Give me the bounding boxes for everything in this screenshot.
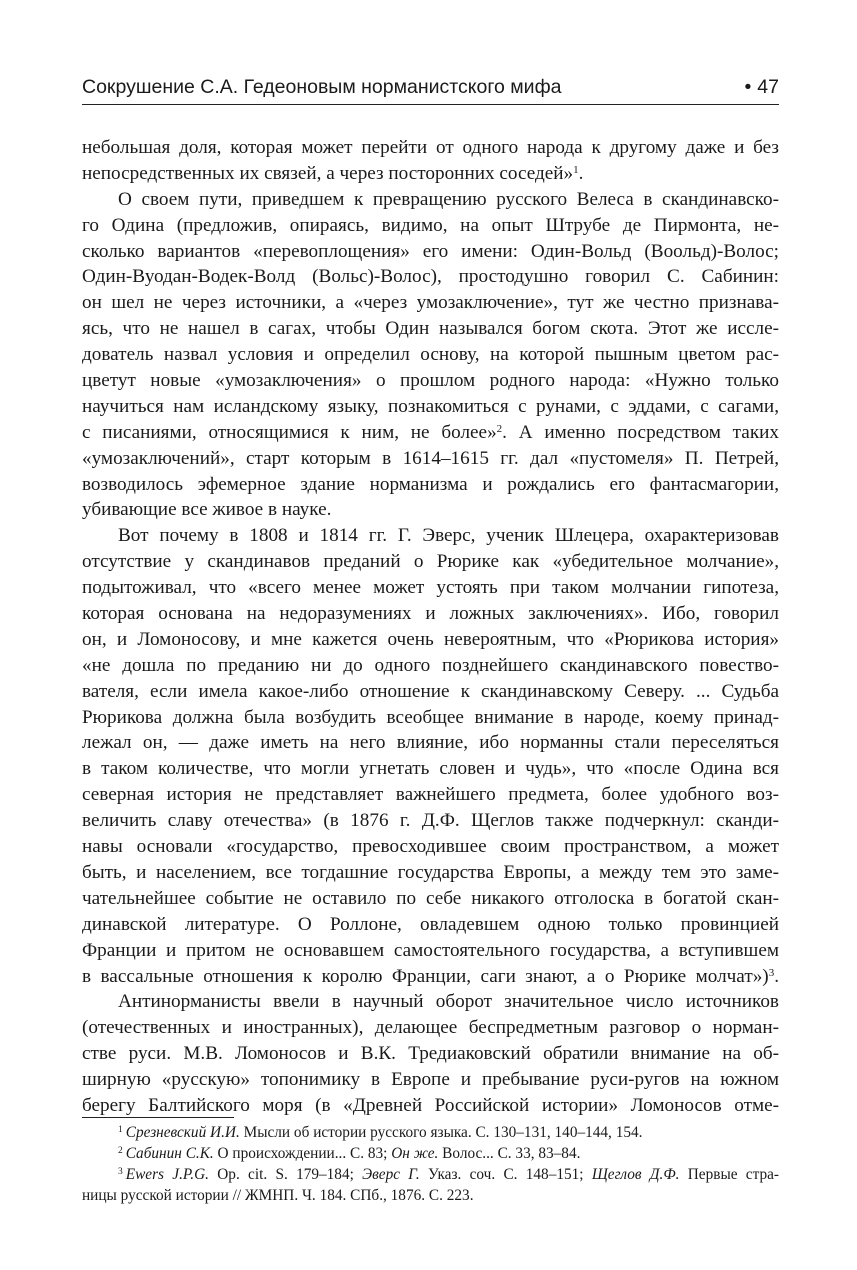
footnote-author: Срезневский И.И.	[125, 1124, 240, 1141]
line-text: величить славу отечества» (в 1876 г. Д.Ф. Щеглов также подчеркнул: сканди-	[82, 810, 779, 832]
footnote-author: Сабинин С.К.	[125, 1145, 214, 1162]
line-text: Франции и притом не основавшем самостоятельного государства, а вступившем	[82, 939, 779, 961]
footnote	[82, 1185, 779, 1206]
text-line	[82, 394, 779, 420]
line-text: быть, и населением, все тогдашние государства Европы, а между тем это заме-	[82, 861, 779, 883]
footnote-text: Указ. соч. С. 148–151;	[419, 1166, 592, 1183]
text-line	[82, 808, 779, 834]
text-line	[82, 523, 779, 549]
footnote-separator	[82, 1117, 234, 1118]
footnote-ref[interactable]: 3	[768, 966, 775, 979]
footnote-text: Мысли об истории русского языка. С. 130–131, 140–144, 154.	[239, 1124, 643, 1141]
line-text-tail: .	[578, 162, 584, 184]
text-line	[82, 290, 779, 316]
footnote-author: Ewers J.P.G.	[125, 1166, 209, 1183]
text-line	[82, 575, 779, 601]
text-line	[82, 135, 779, 161]
footnote-text: Волос... С. 33, 83–84.	[438, 1145, 581, 1162]
footnote-text: ницы русской истории // ЖМНП. Ч. 184. СПб., 1876. С. 223.	[82, 1187, 474, 1204]
text-line	[82, 342, 779, 368]
footnote	[82, 1143, 779, 1164]
line-text: с писаниями, относящимися к ним, не более»	[82, 421, 497, 443]
line-text: Антинорманисты ввели в научный оборот значительное число источников	[118, 991, 779, 1013]
line-text: в таком количестве, что могли угнетать словен и чудь», что «после Одина вся	[82, 758, 779, 780]
line-text: Рюрикова должна была возбудить всеобщее внимание в народе, коему принад-	[82, 706, 779, 728]
text-line	[82, 730, 779, 756]
text-line	[82, 446, 779, 472]
text-line	[82, 834, 779, 860]
footnote-author: Эверс Г.	[362, 1166, 420, 1183]
text-line	[82, 161, 779, 187]
text-line	[82, 989, 779, 1015]
text-line	[82, 472, 779, 498]
footnotes	[82, 1122, 779, 1206]
bullet: •	[744, 76, 752, 98]
footnote-number: 1	[118, 1125, 123, 1135]
line-text: навы основали «государство, превосходившее своим пространством, а может	[82, 836, 779, 858]
text-line	[82, 938, 779, 964]
text-line	[82, 912, 779, 938]
footnote-author: Он же.	[391, 1145, 439, 1162]
footnote	[82, 1164, 779, 1185]
line-text: убивающие все живое в науке.	[82, 499, 332, 521]
footnote-text: Op. cit. S. 179–184;	[208, 1166, 363, 1183]
line-text: стве руси. М.В. Ломоносов и В.К. Тредиаковский обратили внимание на об-	[82, 1043, 779, 1065]
line-text: непосредственных их связей, а через посторонних соседей»	[82, 162, 574, 184]
line-text: «не дошла по преданию ни до одного позднейшего скандинавского повество-	[82, 654, 779, 676]
line-text: сколько вариантов «перевоплощения» его имени: Один-Вольд (Воольд)-Волос;	[82, 240, 779, 262]
text-line	[82, 213, 779, 239]
line-text: в вассальные отношения к королю Франции, саги знают, а о Рюрике молчат»)	[82, 965, 769, 987]
footnote	[82, 1122, 779, 1143]
body-text	[82, 135, 779, 1119]
line-text: берегу Балтийского моря (в «Древней Российской истории» Ломоносов отме-	[82, 1094, 779, 1116]
line-text-tail: . А именно посредством таких	[502, 421, 779, 443]
line-text: лежал он, — даже иметь на него влияние, ибо норманны стали переселяться	[82, 732, 779, 754]
text-line	[82, 549, 779, 575]
line-text: небольшая доля, которая может перейти от одного народа к другому даже и без	[82, 137, 779, 158]
text-line	[82, 1015, 779, 1041]
line-text: возводилось эфемерное здание норманизма и рождались его фантасмагории,	[82, 473, 779, 495]
running-header	[82, 74, 779, 102]
line-text: «умозаключений», старт которым в 1614–1615 гг. дал «пустомеля» П. Петрей,	[82, 447, 779, 469]
line-text: подытоживал, что «всего менее может устоять при таком молчании гипотеза,	[82, 577, 779, 599]
text-line	[82, 497, 779, 523]
line-text: которая основана на недоразумениях и ложных заключениях». Ибо, говорил	[82, 603, 779, 625]
line-text-tail: .	[774, 965, 779, 987]
line-text: ширную «русскую» топонимику в Европе и пребывание руси-ругов на южном	[82, 1069, 779, 1091]
page-number: 47	[757, 76, 779, 98]
text-line	[82, 756, 779, 782]
line-text: цветут новые «умозаключения» о прошлом родного народа: «Нужно только	[82, 370, 779, 392]
text-line	[82, 679, 779, 705]
text-line	[82, 316, 779, 342]
line-text: вателя, если имела какое-либо отношение к скандинавскому Северу. ... Судьба	[82, 680, 779, 702]
line-text: (отечественных и иностранных), делающее беспредметным разговор о норман-	[82, 1017, 779, 1039]
line-text: динавской литературе. О Роллоне, овладевшем одною только провинцией	[82, 913, 779, 935]
text-line	[82, 239, 779, 265]
text-line	[82, 886, 779, 912]
header-rule	[82, 104, 779, 105]
page-number-block	[744, 76, 779, 99]
text-line	[82, 782, 779, 808]
text-line	[82, 601, 779, 627]
line-text: он шел не через источники, а «через умозаключение», тут же честно признава-	[82, 292, 779, 314]
line-text: ясь, что не нашел в сагах, чтобы Один назывался богом скота. Этот же иссле-	[82, 318, 779, 340]
text-line	[82, 1041, 779, 1067]
line-text: он, и Ломоносову, и мне кажется очень невероятным, что «Рюрикова история»	[82, 628, 779, 650]
line-text: Один-Вуодан-Водек-Волд (Вольс)-Волос), простодушно говорил С. Сабинин:	[82, 266, 779, 288]
text-line	[82, 1093, 779, 1119]
footnote-ref[interactable]: 2	[496, 422, 503, 435]
text-line	[82, 1067, 779, 1093]
line-text: чательнейшее событие не оставило по себе никакого отголоска в богатой скан-	[82, 887, 779, 909]
line-text: северная история не представляет важнейшего предмета, более удобного воз-	[82, 784, 779, 806]
footnote-text: Первые стра-	[679, 1166, 779, 1183]
text-line	[82, 187, 779, 213]
footnote-author: Щеглов Д.Ф.	[591, 1166, 680, 1183]
text-line	[82, 627, 779, 653]
footnote-number: 3	[118, 1167, 123, 1177]
text-line	[82, 653, 779, 679]
text-line	[82, 264, 779, 290]
text-line	[82, 860, 779, 886]
text-line	[82, 964, 779, 990]
line-text: го Одина (предложив, опираясь, видимо, на опыт Штрубе де Пирмонта, не-	[82, 214, 779, 236]
footnote-number: 2	[118, 1146, 123, 1156]
footnote-ref[interactable]: 1	[573, 163, 579, 176]
line-text: отсутствие у скандинавов преданий о Рюрике как «убедительное молчание»,	[82, 551, 779, 573]
text-line	[82, 420, 779, 446]
footnote-text: О происхождении... С. 83;	[213, 1145, 392, 1162]
text-line	[82, 705, 779, 731]
running-title: Сокрушение С.А. Гедеоновым норманистского мифа	[82, 76, 562, 98]
line-text: О своем пути, приведшем к превращению русского Велеса в скандинавско-	[118, 188, 779, 210]
line-text: научиться нам исландскому языку, познакомиться с рунами, с эддами, с сагами,	[82, 395, 779, 417]
line-text: Вот почему в 1808 и 1814 гг. Г. Эверс, ученик Шлецера, охарактеризовав	[118, 525, 779, 547]
text-line	[82, 368, 779, 394]
line-text: дователь назвал условия и определил основу, на которой пышным цветом рас-	[82, 344, 779, 366]
